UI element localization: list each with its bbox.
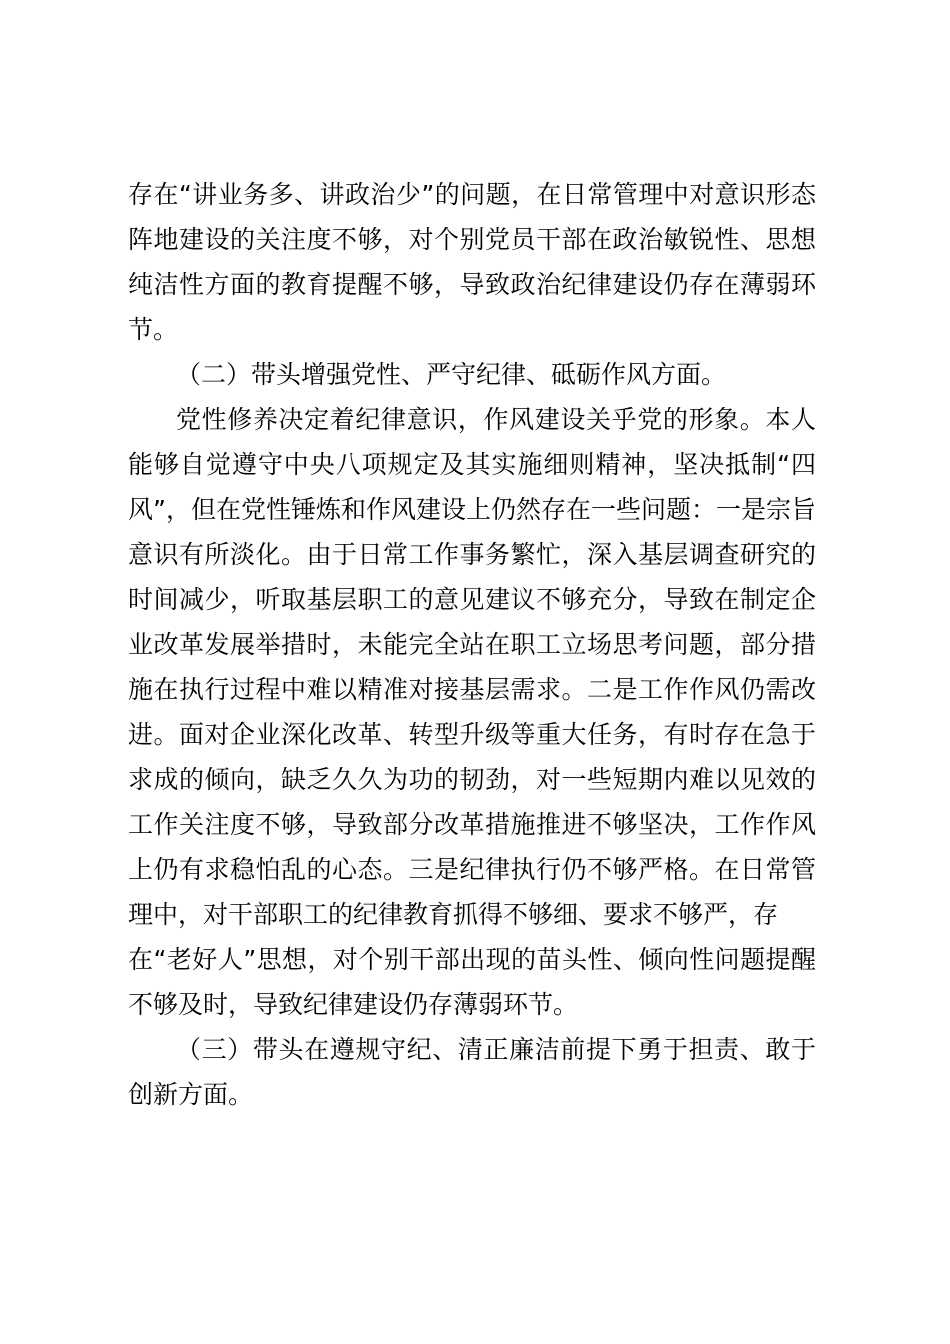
text-line: 求成的倾向，缺乏久久为功的韧劲，对一些短期内难以见效的: [128, 765, 816, 794]
text-line: 存在“讲业务多、讲政治少”的问题，在日常管理中对意识形态: [128, 180, 816, 209]
section-heading-continued: 创新方面。: [128, 1080, 254, 1109]
text-line: 工作关注度不够，导致部分改革措施推进不够坚决，工作作风: [128, 810, 816, 839]
text-line: 施在执行过程中难以精准对接基层需求。二是工作作风仍需改: [128, 675, 816, 704]
text-line: 不够及时，导致纪律建设仍存薄弱环节。: [128, 990, 579, 1019]
text-line: 在“老好人”思想，对个别干部出现的苗头性、倾向性问题提醒: [128, 945, 816, 974]
section-heading: （三）带头在遵规守纪、清正廉洁前提下勇于担责、敢于: [176, 1035, 816, 1064]
text-line: 理中，对干部职工的纪律教育抓得不够细、要求不够严，存: [128, 900, 779, 929]
text-line: 节。: [128, 315, 179, 344]
text-line: 上仍有求稳怕乱的心态。三是纪律执行仍不够严格。在日常管: [128, 855, 816, 884]
text-line: 党性修养决定着纪律意识，作风建设关乎党的形象。本人: [176, 405, 816, 434]
text-line: 业改革发展举措时，未能完全站在职工立场思考问题，部分措: [128, 630, 816, 659]
text-line: 能够自觉遵守中央八项规定及其实施细则精神，坚决抵制“四: [128, 450, 816, 479]
text-line: 意识有所淡化。由于日常工作事务繁忙，深入基层调查研究的: [128, 540, 816, 569]
text-line: 阵地建设的关注度不够，对个别党员干部在政治敏锐性、思想: [128, 225, 816, 254]
text-line: 进。面对企业深化改革、转型升级等重大任务，有时存在急于: [128, 720, 816, 749]
text-line: 时间减少，听取基层职工的意见建议不够充分，导致在制定企: [128, 585, 816, 614]
text-line: 纯洁性方面的教育提醒不够，导致政治纪律建设仍存在薄弱环: [128, 270, 816, 299]
section-heading: （二）带头增强党性、严守纪律、砥砺作风方面。: [176, 360, 727, 389]
text-line: 风”，但在党性锤炼和作风建设上仍然存在一些问题：一是宗旨: [128, 495, 816, 524]
